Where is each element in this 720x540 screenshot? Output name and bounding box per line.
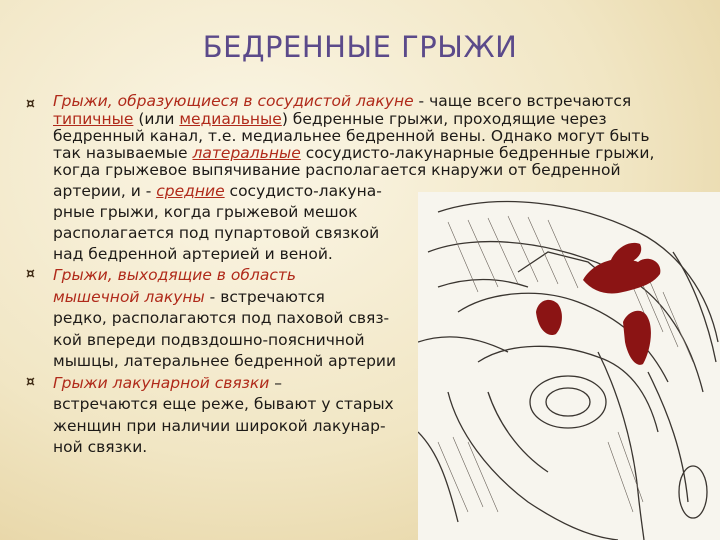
bullet3-line3: женщин при наличии широкой лакунар- — [53, 417, 386, 435]
bullet1-line4: так называемые латеральные сосудисто-лакунарные бедренные грыжи, — [53, 144, 655, 162]
bullet1-line7: рные грыжи, когда грыжевой мешок — [53, 203, 358, 221]
bullet3-line1: Грыжи лакунарной связки – — [53, 374, 283, 392]
bullet1-line5: когда грыжевое выпячивание располагается кнаружи от бедренной — [53, 161, 621, 179]
bullet-icon: ¤ — [26, 374, 35, 390]
bullet1-line9: над бедренной артерией и веной. — [53, 245, 333, 263]
bullet2-line5: мышцы, латеральнее бедренной артерии — [53, 352, 397, 370]
bullet1-line6: артерии, и - средние сосудисто-лакуна- — [53, 182, 382, 200]
bullet1-line1: Грыжи, образующиеся в сосудистой лакуне - чаще всего встречаются — [53, 92, 632, 110]
bullet1-line8: располагается под пупартовой связкой — [53, 224, 380, 242]
bullet2-line3: редко, располагаются под паховой связ- — [53, 309, 390, 327]
anatomy-drawing — [418, 192, 720, 540]
bullet1-line3: бедренный канал, т.е. медиальнее бедренной вены. Однако могут быть — [53, 127, 650, 145]
slide-title: БЕДРЕННЫЕ ГРЫЖИ — [202, 30, 518, 64]
bullet-icon: ¤ — [26, 266, 35, 282]
bullet3-line2: встречаются еще реже, бывают у старых — [53, 395, 394, 413]
bullet3-line4: ной связки. — [53, 438, 148, 456]
bullet-icon: ¤ — [26, 96, 35, 112]
bullet1-line2: типичные (или медиальные) бедренные грыжи, проходящие через — [53, 110, 607, 128]
bullet2-line2: мышечной лакуны - встречаются — [53, 288, 325, 306]
bullet2-line4: кой впереди подвздошно-поясничной — [53, 331, 365, 349]
bullet2-line1: Грыжи, выходящие в область — [53, 266, 297, 284]
